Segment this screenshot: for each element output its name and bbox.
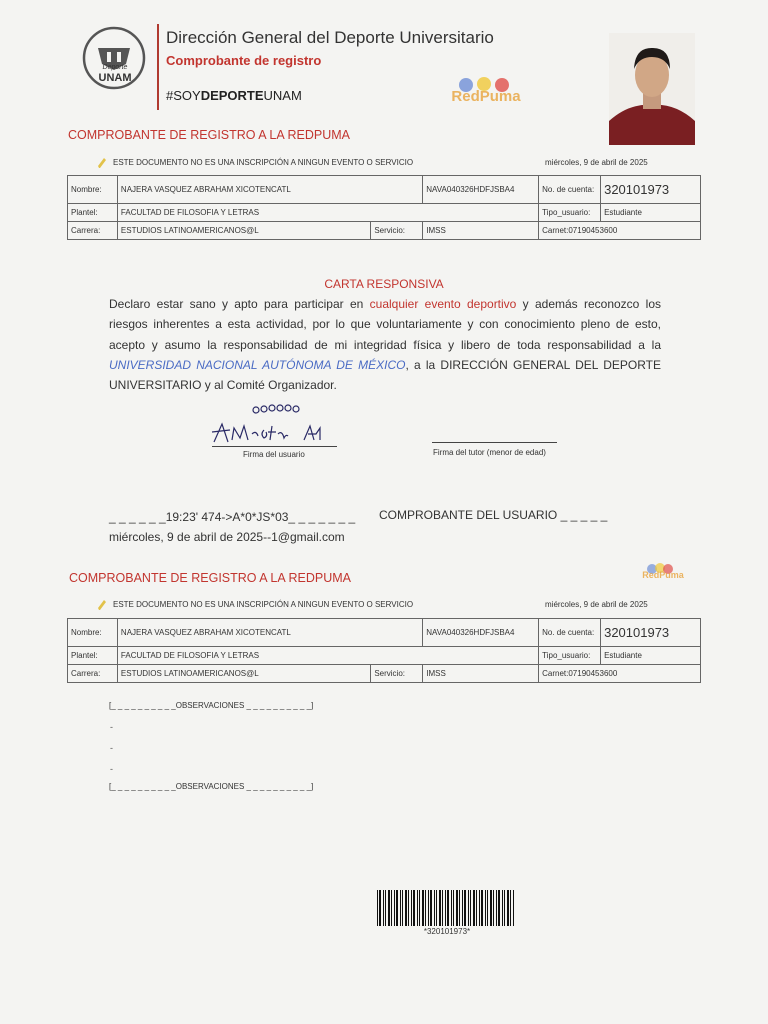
barcode-bar [464, 890, 466, 926]
nombre-label: Nombre: [68, 176, 118, 204]
barcode-bar [428, 890, 429, 926]
usuario-comprobante-label: COMPROBANTE DEL USUARIO _ _ _ _ _ [379, 508, 608, 522]
usuario-code-line: _ _ _ _ _ _19:23' 474->A*0*JS*03_ _ _ _ _ _ _ [109, 510, 356, 524]
tipo-value: Estudiante [601, 647, 701, 665]
cuenta-label: No. de cuenta: [539, 176, 601, 204]
barcode-bar [417, 890, 418, 926]
carta-title: CARTA RESPONSIVA [324, 277, 444, 291]
servicio-label: Servicio: [371, 222, 423, 240]
carnet-value: Carnet:07190453600 [539, 222, 701, 240]
redpuma-logo-small [624, 560, 702, 590]
pencil-icon [97, 157, 107, 169]
tipo-label: Tipo_usuario: [539, 647, 601, 665]
tutor-signature-label: Firma del tutor (menor de edad) [433, 448, 546, 457]
carta-body: Declaro estar sano y apto para participar en cualquier evento deportivo y además reconozco los riesgos inherentes a esta actividad, por lo que voluntariamente y con conocimiento pleno de esto, acepto y asumo la responsabilidad de mi integridad física y libero de toda responsabilidad a la UNIVERSIDAD NACIONAL AUTÓNOMA DE MÉXICO, a la DIRECCIÓN GENERAL DEL DEPORTE UNIVERSITARIO y al Comité Organizador. [109, 297, 662, 393]
barcode-bar [496, 890, 497, 926]
observaciones-line-1: - [110, 722, 113, 732]
barcode-bar [430, 890, 432, 926]
logo-text-bottom: UNAM [98, 72, 132, 84]
section1-date: miércoles, 9 de abril de 2025 [545, 158, 648, 167]
section2-title: COMPROBANTE DE REGISTRO A LA REDPUMA [69, 571, 352, 585]
header-title: Dirección General del Deporte Universitario [166, 28, 494, 47]
barcode-bar [411, 890, 412, 926]
servicio-value: IMSS [423, 665, 539, 683]
cuenta-value: 320101973 [601, 619, 701, 647]
section2-notice: ESTE DOCUMENTO NO ES UNA INSCRIPCIÓN A NINGUN EVENTO O SERVICIO [97, 599, 413, 611]
barcode-bar [453, 890, 454, 926]
header-hashtag: #SOYDEPORTEUNAM [166, 88, 302, 103]
section2-date: miércoles, 9 de abril de 2025 [545, 600, 648, 609]
header-subtitle: Comprobante de registro [166, 53, 322, 68]
barcode-bar [419, 890, 420, 926]
barcode-text: *320101973* [423, 927, 471, 936]
barcode-bar [507, 890, 509, 926]
barcode-bar [400, 890, 401, 926]
carta-highlight-unam: UNIVERSIDAD NACIONAL AUTÓNOMA DE MÉXICO [109, 357, 406, 372]
plantel-value: FACULTAD DE FILOSOFIA Y LETRAS [117, 647, 538, 665]
user-signature-line [212, 446, 337, 447]
barcode-bar [425, 890, 426, 926]
curp-value: NAVA040326HDFJSBA4 [423, 176, 539, 204]
barcode-bar [436, 890, 437, 926]
barcode-bar [498, 890, 500, 926]
barcode-bar [383, 890, 384, 926]
barcode-bar [391, 890, 392, 926]
barcode-bar [473, 890, 475, 926]
logo-text-top: Deporte [102, 64, 128, 71]
barcode-bar [456, 890, 458, 926]
barcode [377, 890, 517, 926]
observaciones-line-2: - [110, 743, 113, 753]
usuario-date-email: miércoles, 9 de abril de 2025--1@gmail.com [109, 530, 345, 544]
barcode-bar [485, 890, 486, 926]
plantel-label: Plantel: [68, 204, 118, 222]
barcode-bar [493, 890, 494, 926]
barcode-bar [476, 890, 477, 926]
user-signature-label: Firma del usuario [243, 450, 305, 459]
barcode-bar [445, 890, 446, 926]
pencil-icon [97, 599, 107, 611]
barcode-bar [434, 890, 435, 926]
barcode-bar [439, 890, 441, 926]
carrera-label: Carrera: [68, 222, 118, 240]
observaciones-open: [_ _ _ _ _ _ _ _ _ _OBSERVACIONES _ _ _ _ _ _ _ _ _ _] [109, 701, 314, 710]
nombre-value: NAJERA VASQUEZ ABRAHAM XICOTENCATL [117, 619, 422, 647]
header-divider [157, 24, 159, 110]
barcode-bar [504, 890, 505, 926]
barcode-bar [459, 890, 460, 926]
servicio-value: IMSS [423, 222, 539, 240]
barcode-bar [402, 890, 403, 926]
barcode-bar [451, 890, 452, 926]
barcode-bar [468, 890, 469, 926]
nombre-label: Nombre: [68, 619, 118, 647]
barcode-bar [408, 890, 409, 926]
barcode-bar [442, 890, 443, 926]
redpuma-wordmark-small: RedPuma [642, 570, 684, 580]
plantel-value: FACULTAD DE FILOSOFIA Y LETRAS [117, 204, 538, 222]
carrera-label: Carrera: [68, 665, 118, 683]
section1-title: COMPROBANTE DE REGISTRO A LA REDPUMA [68, 128, 351, 142]
barcode-bar [479, 890, 480, 926]
barcode-bar [481, 890, 483, 926]
tutor-signature-line [432, 442, 557, 443]
barcode-bar [377, 890, 378, 926]
barcode-bar [396, 890, 398, 926]
barcode-bar [470, 890, 471, 926]
nombre-value: NAJERA VASQUEZ ABRAHAM XICOTENCATL [117, 176, 422, 204]
tipo-label: Tipo_usuario: [539, 204, 601, 222]
user-photo [609, 33, 695, 145]
user-signature [208, 400, 338, 448]
barcode-bar [422, 890, 424, 926]
registration-table-2 [67, 618, 701, 683]
barcode-bar [513, 890, 514, 926]
carrera-value: ESTUDIOS LATINOAMERICANOS@L [117, 665, 370, 683]
cuenta-label: No. de cuenta: [539, 619, 601, 647]
barcode-bar [510, 890, 511, 926]
servicio-label: Servicio: [371, 665, 423, 683]
barcode-bar [447, 890, 449, 926]
section1-notice: ESTE DOCUMENTO NO ES UNA INSCRIPCIÓN A NINGUN EVENTO O SERVICIO [97, 157, 413, 169]
barcode-bar [405, 890, 407, 926]
barcode-bar [462, 890, 463, 926]
barcode-bar [490, 890, 492, 926]
barcode-bar [388, 890, 390, 926]
observaciones-close: [_ _ _ _ _ _ _ _ _ _OBSERVACIONES _ _ _ _ _ _ _ _ _ _] [109, 782, 314, 791]
barcode-bar [487, 890, 488, 926]
barcode-bar [502, 890, 503, 926]
cuenta-value: 320101973 [601, 176, 701, 204]
carnet-value: Carnet:07190453600 [539, 665, 701, 683]
registration-table-1 [67, 175, 701, 240]
barcode-bar [413, 890, 415, 926]
barcode-bar [379, 890, 381, 926]
carrera-value: ESTUDIOS LATINOAMERICANOS@L [117, 222, 370, 240]
carta-highlight-evento: cualquier evento deportivo [369, 297, 517, 311]
redpuma-wordmark: RedPuma [451, 88, 521, 105]
barcode-bar [394, 890, 395, 926]
plantel-label: Plantel: [68, 647, 118, 665]
redpuma-logo [438, 76, 534, 106]
barcode-bar [385, 890, 386, 926]
tipo-value: Estudiante [601, 204, 701, 222]
observaciones-line-3: - [110, 764, 113, 774]
curp-value: NAVA040326HDFJSBA4 [423, 619, 539, 647]
